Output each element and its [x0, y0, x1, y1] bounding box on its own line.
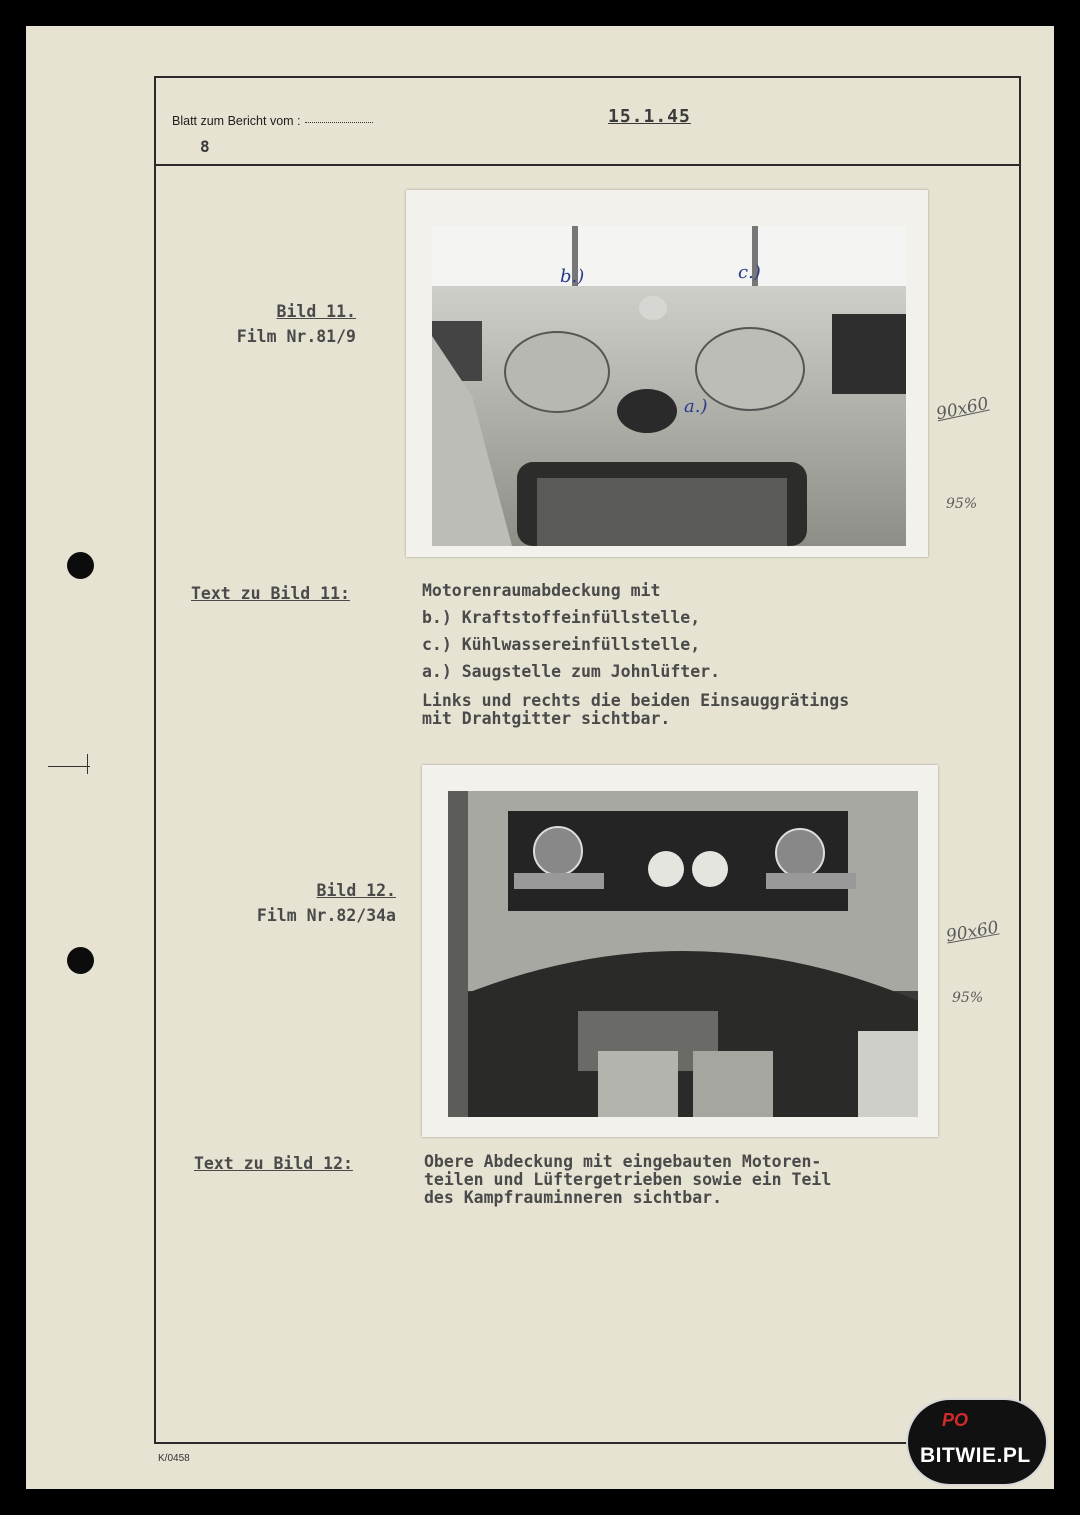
watermark-po: PO: [942, 1410, 969, 1430]
blatt-label-text: Blatt zum Bericht vom :: [172, 114, 301, 128]
watermark-logo: [906, 1398, 1048, 1486]
header-divider: [156, 164, 1019, 166]
fold-mark: [48, 766, 90, 767]
figure-11-text-label: Text zu Bild 11:: [191, 584, 350, 603]
figure-12-text-label: Text zu Bild 12:: [194, 1154, 353, 1173]
figure-12-film: Film Nr.82/34a: [256, 906, 396, 925]
figure-11-item-a: a.) Saugstelle zum Johnlüfter.: [422, 662, 721, 682]
photo-12: [448, 791, 918, 1117]
figure-12-pencil-size: 90x60: [944, 917, 1001, 947]
photo-11-mark-a: a.): [684, 396, 708, 417]
figure-11-item-c: c.) Kühlwassereinfüllstelle,: [422, 635, 701, 655]
photo-11-mount: [406, 190, 928, 557]
figure-12-title: Bild 12.: [316, 881, 396, 900]
photo-11-mark-c: c.): [738, 262, 761, 283]
photo-12-mount: [422, 765, 938, 1137]
figure-12-line-3: des Kampfrauminneren sichtbar.: [424, 1188, 723, 1208]
figure-11-pencil-size: 90x60: [934, 393, 991, 425]
figure-11-pencil-code: 95%: [946, 496, 978, 512]
figure-12-line-2: teilen und Lüftergetrieben sowie ein Teil: [424, 1170, 832, 1190]
figure-12-line-1: Obere Abdeckung mit eingebauten Motoren-: [424, 1152, 822, 1171]
watermark-bitwie: BITWIE.PL: [920, 1444, 1031, 1467]
figure-11-note-line-1: Links und rechts die beiden Einsauggrätings: [422, 690, 850, 710]
figure-11-description: [422, 582, 849, 728]
figure-12-pencil-code: 95%: [952, 990, 984, 1006]
report-date-label: [172, 114, 373, 128]
photo-12-image: [448, 791, 918, 1117]
photo-11-mark-b: b.): [560, 266, 585, 287]
figure-12-caption: [206, 881, 396, 925]
figure-11-note-line-2: mit Drahtgitter sichtbar.: [422, 708, 671, 728]
blatt-dotted-line: [305, 122, 373, 123]
photo-11-image: [432, 226, 906, 546]
figure-11-heading: Motorenraumabdeckung mit: [422, 581, 661, 600]
figure-11-film: Film Nr.81/9: [236, 327, 356, 346]
report-date: 15.1.45: [608, 106, 691, 127]
figure-11-item-b: b.) Kraftstoffeinfüllstelle,: [422, 608, 701, 628]
photo-11: [432, 226, 906, 546]
punch-hole-lower: [67, 947, 94, 974]
form-code: K/0458: [158, 1453, 190, 1464]
page-number: 8: [200, 137, 210, 156]
document-page: [26, 26, 1054, 1489]
figure-11-caption: [166, 302, 356, 346]
punch-hole-upper: [67, 552, 94, 579]
figure-11-title: Bild 11.: [276, 302, 356, 321]
fold-mark-tick: [87, 754, 88, 774]
figure-12-description: [424, 1153, 831, 1207]
